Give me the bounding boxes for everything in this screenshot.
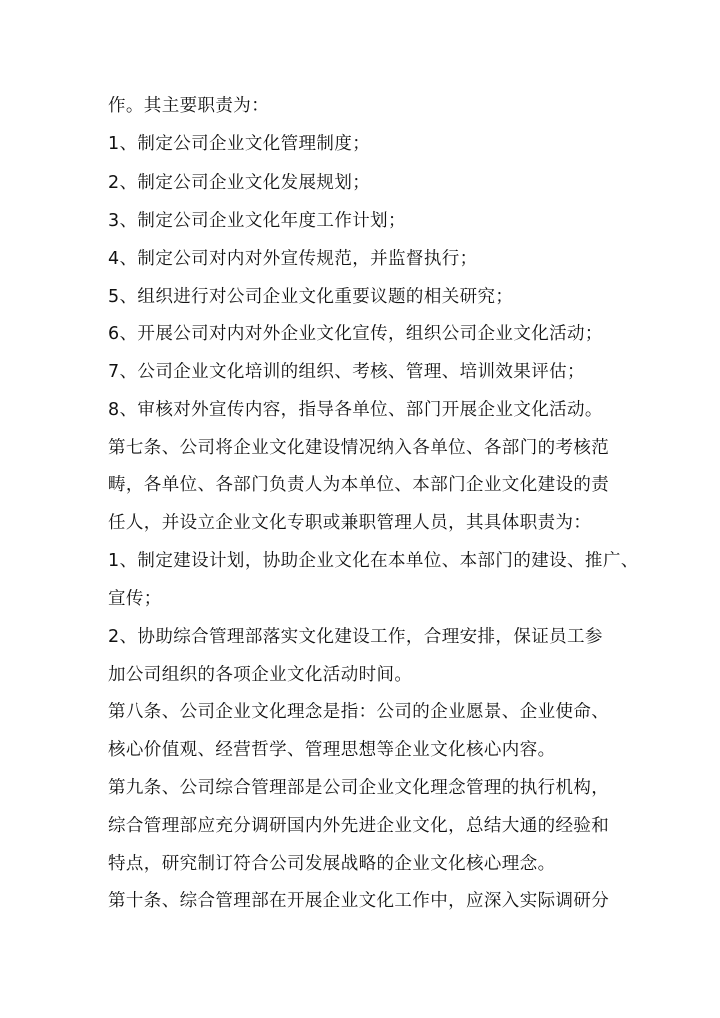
text-line: 1、制定公司企业文化管理制度； <box>108 134 371 154</box>
text-line: 核心价值观、经营哲学、管理思想等企业文化核心内容。 <box>108 740 556 760</box>
text-line: 综合管理部应充分调研国内外先进企业文化，总结大通的经验和 <box>108 816 610 836</box>
text-line: 任人，并设立企业文化专职或兼职管理人员，其具体职责为： <box>108 513 592 533</box>
text-line: 第八条、公司企业文化理念是指：公司的企业愿景、企业使命、 <box>108 702 610 722</box>
text-line: 宣传； <box>108 589 162 609</box>
text-line: 1、制定建设计划，协助企业文化在本单位、本部门的建设、推广、 <box>108 551 639 571</box>
text-line: 第九条、公司综合管理部是公司企业文化理念管理的执行机构， <box>108 778 610 798</box>
text-line: 4、制定公司对内对外宣传规范，并监督执行； <box>108 249 478 269</box>
text-line: 第七条、公司将企业文化建设情况纳入各单位、各部门的考核范 <box>108 438 610 458</box>
text-line: 作。其主要职责为： <box>108 96 270 116</box>
text-line: 2、制定公司企业文化发展规划； <box>108 173 371 193</box>
text-line: 加公司组织的各项企业文化活动时间。 <box>108 665 413 685</box>
text-line: 3、制定公司企业文化年度工作计划； <box>108 211 406 231</box>
text-line: 第十条、综合管理部在开展企业文化工作中，应深入实际调研分 <box>108 891 610 911</box>
text-line: 8、审核对外宣传内容，指导各单位、部门开展企业文化活动。 <box>108 400 603 420</box>
text-line: 特点，研究制订符合公司发展战略的企业文化核心理念。 <box>108 854 556 874</box>
text-line: 2、协助综合管理部落实文化建设工作，合理安排，保证员工参 <box>108 627 603 647</box>
text-line: 6、开展公司对内对外企业文化宣传，组织公司企业文化活动； <box>108 324 603 344</box>
text-line: 7、公司企业文化培训的组织、考核、管理、培训效果评估； <box>108 362 585 382</box>
text-line: 畴，各单位、各部门负责人为本单位、本部门企业文化建设的责 <box>108 475 610 495</box>
text-line: 5、组织进行对公司企业文化重要议题的相关研究； <box>108 287 514 307</box>
